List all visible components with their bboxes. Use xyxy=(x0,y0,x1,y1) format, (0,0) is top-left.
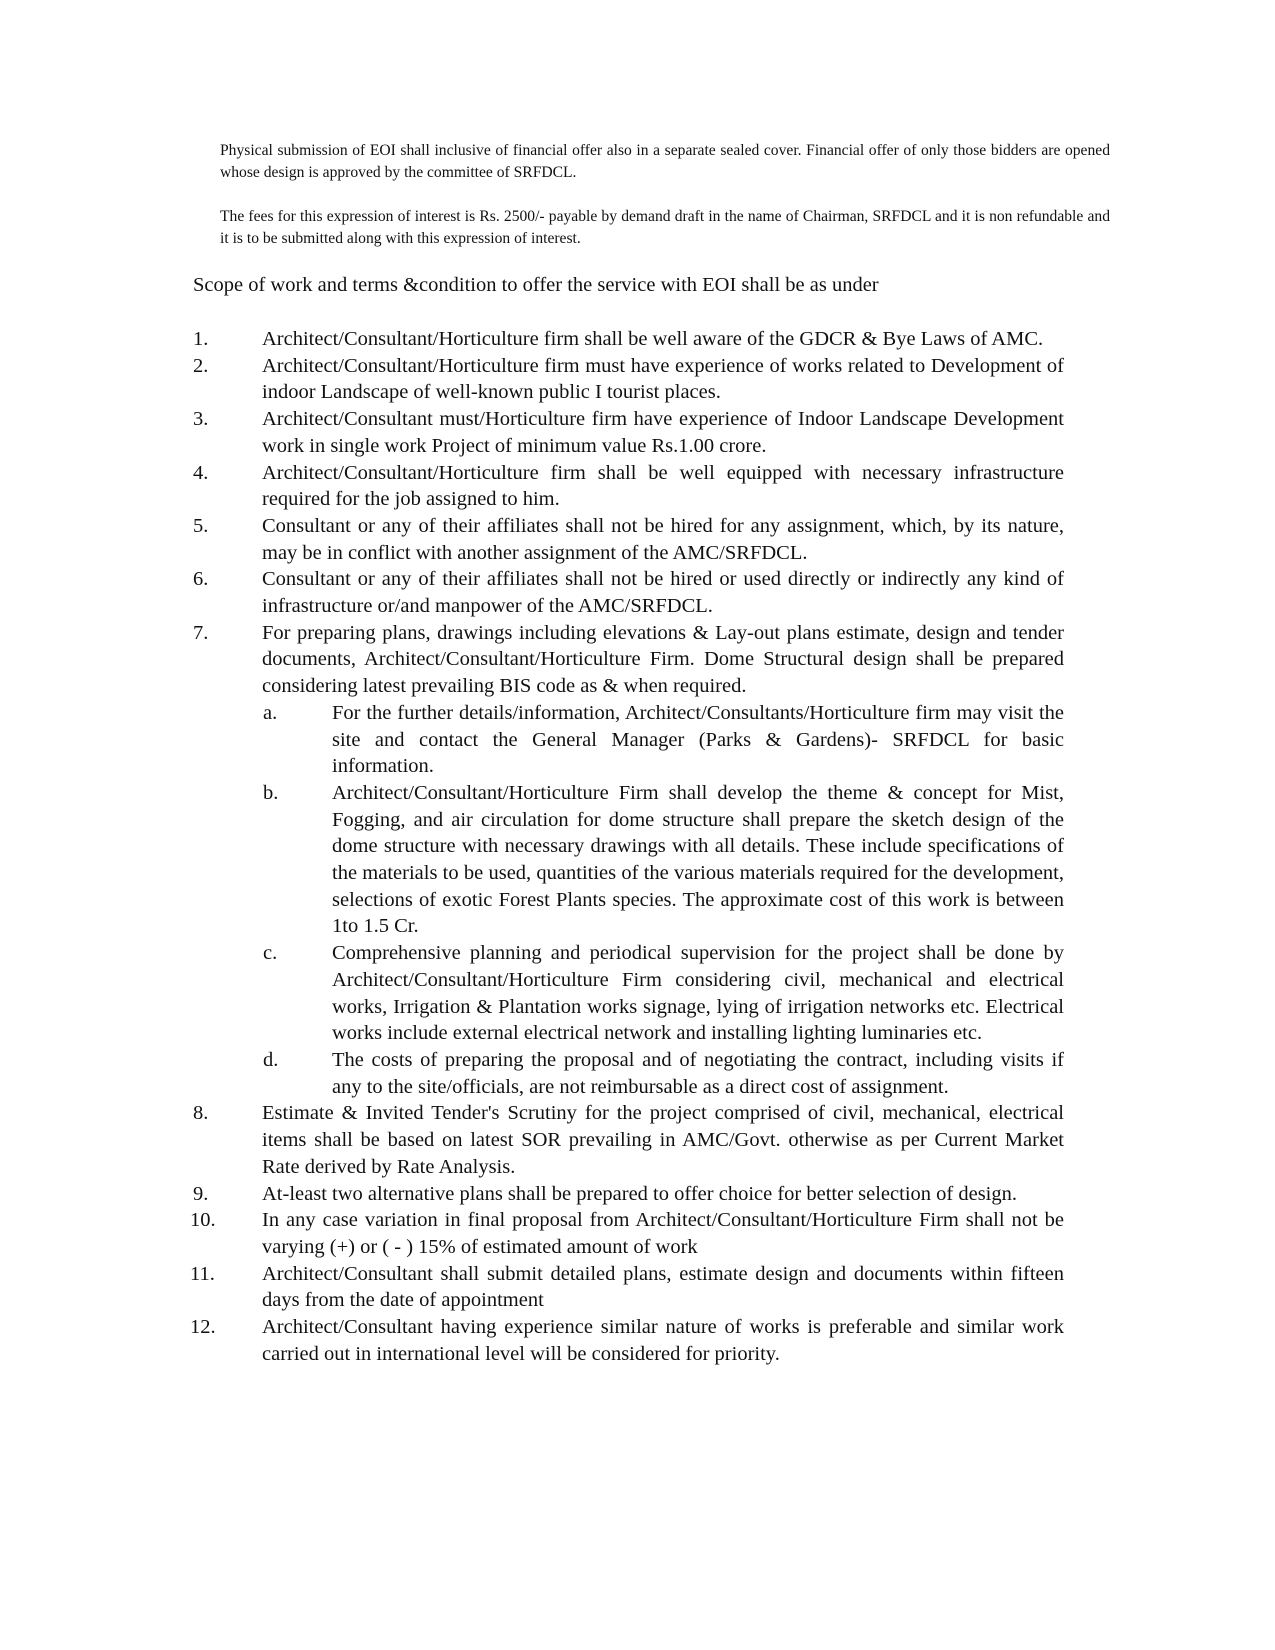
intro-paragraph-fees: The fees for this expression of interest is Rs. 2500/- payable by demand draft in the name of Chairman, SRFDCL and it is non refundable and it is to be submitted along with this expression of interest. xyxy=(220,208,1110,247)
sub-list-item-text: The costs of preparing the proposal and of negotiating the contract, including visits if any to the site/officials, are not reimbursable as a direct cost of assignment. xyxy=(332,1048,1064,1098)
list-item-number: 3. xyxy=(193,408,209,431)
list-item xyxy=(0,513,1275,566)
list-item-text: At-least two alternative plans shall be prepared to offer choice for better selection of design. xyxy=(262,1182,1017,1205)
list-item-text: Architect/Consultant/Horticulture firm must have experience of works related to Development of indoor Landscape of well-known public I tourist places. xyxy=(262,354,1064,404)
list-item-number: 11. xyxy=(190,1262,215,1285)
list-item xyxy=(0,326,1275,353)
list-item xyxy=(0,406,1275,459)
sub-list-item-letter: c. xyxy=(263,942,278,965)
sub-list-item-text: Comprehensive planning and periodical supervision for the project shall be done by Architect/Consultant/Horticulture Firm considering civil, mechanical and electrical works, Irrigation & Plantation works signage, lying of irrigation networks etc. Electrical works include external electrical network and installing lighting luminaries etc. xyxy=(332,942,1064,1045)
list-item-text: Architect/Consultant shall submit detailed plans, estimate design and documents within fifteen days from the date of appointment xyxy=(262,1262,1064,1312)
list-item-number: 4. xyxy=(193,461,209,484)
sub-list-item xyxy=(0,700,1275,780)
intro-paragraph-submission: Physical submission of EOI shall inclusive of financial offer also in a separate sealed cover. Financial offer of only those bidders are opened whose design is approved by the committee of SRFDCL. xyxy=(220,142,1110,181)
list-item-text: Architect/Consultant/Horticulture firm shall be well aware of the GDCR & Bye Laws of AMC. xyxy=(262,328,1044,350)
list-item xyxy=(0,353,1275,406)
scope-heading: Scope of work and terms &condition to offer the service with EOI shall be as under xyxy=(193,274,879,296)
list-item xyxy=(0,1261,1275,1314)
list-item-number: 2. xyxy=(193,354,209,377)
list-item xyxy=(0,460,1275,513)
list-item-text: In any case variation in final proposal from Architect/Consultant/Horticulture Firm shall not be varying (+) or ( - ) 15% of estimated amount of work xyxy=(262,1209,1064,1258)
list-item xyxy=(0,1100,1275,1180)
list-item-text: Architect/Consultant having experience similar nature of works is preferable and similar work carried out in international level will be considered for priority. xyxy=(262,1316,1064,1365)
list-item-text: Consultant or any of their affiliates shall not be hired or used directly or indirectly any kind of infrastructure or/and manpower of the AMC/SRFDCL. xyxy=(262,568,1064,618)
list-item xyxy=(0,1181,1275,1208)
list-item-number: 6. xyxy=(193,568,209,591)
sub-list-item-letter: b. xyxy=(263,781,279,804)
sub-list xyxy=(0,700,1275,1101)
sub-list-item-text: Architect/Consultant/Horticulture Firm shall develop the theme & concept for Mist, Fogging, and air circulation for dome structure shall prepare the sketch design of the dome structure with necessary drawings with all details. These include specifications of the materials to be used, quantities of the various materials required for the development, selections of exotic Forest Plants species. The approximate cost of this work is between 1to 1.5 Cr. xyxy=(332,781,1064,938)
list-item-text: Architect/Consultant/Horticulture firm shall be well equipped with necessary infrastructure required for the job assigned to him. xyxy=(262,461,1064,511)
list-item-number: 5. xyxy=(193,514,209,537)
list-item-text: Consultant or any of their affiliates shall not be hired for any assignment, which, by its nature, may be in conflict with another assignment of the AMC/SRFDCL. xyxy=(262,514,1064,564)
sub-list-item xyxy=(0,940,1275,1047)
list-item-number: 12. xyxy=(190,1316,216,1339)
list-item-number: 7. xyxy=(193,621,209,644)
list-item-text: For preparing plans, drawings including elevations & Lay-out plans estimate, design and tender documents, Architect/Consultant/Horticulture Firm. Dome Structural design shall be prepared considering latest prevailing BIS code as & when required. xyxy=(262,621,1064,698)
list-item-number: 1. xyxy=(193,328,209,350)
list-item xyxy=(0,620,1275,1101)
sub-list-item-text: For the further details/information, Architect/Consultants/Horticulture firm may visit the site and contact the General Manager (Parks & Gardens)- SRFDCL for basic information. xyxy=(332,701,1064,778)
list-item xyxy=(0,1314,1275,1367)
sub-list-item-letter: a. xyxy=(263,701,278,724)
list-item-number: 9. xyxy=(193,1182,209,1205)
list-item-number: 10. xyxy=(190,1209,216,1232)
sub-list-item-letter: d. xyxy=(263,1048,279,1071)
list-item xyxy=(0,1207,1275,1260)
list-item-text: Estimate & Invited Tender's Scrutiny for the project comprised of civil, mechanical, electrical items shall be based on latest SOR prevailing in AMC/Govt. otherwise as per Current Market Rate derived by Rate Analysis. xyxy=(262,1102,1064,1178)
sub-list-item xyxy=(0,1047,1275,1100)
sub-list-item xyxy=(0,780,1275,940)
terms-list xyxy=(0,326,1275,1367)
list-item xyxy=(0,566,1275,619)
list-item-text: Architect/Consultant must/Horticulture firm have experience of Indoor Landscape Development work in single work Project of minimum value Rs.1.00 crore. xyxy=(262,408,1064,457)
list-item-number: 8. xyxy=(193,1102,209,1125)
